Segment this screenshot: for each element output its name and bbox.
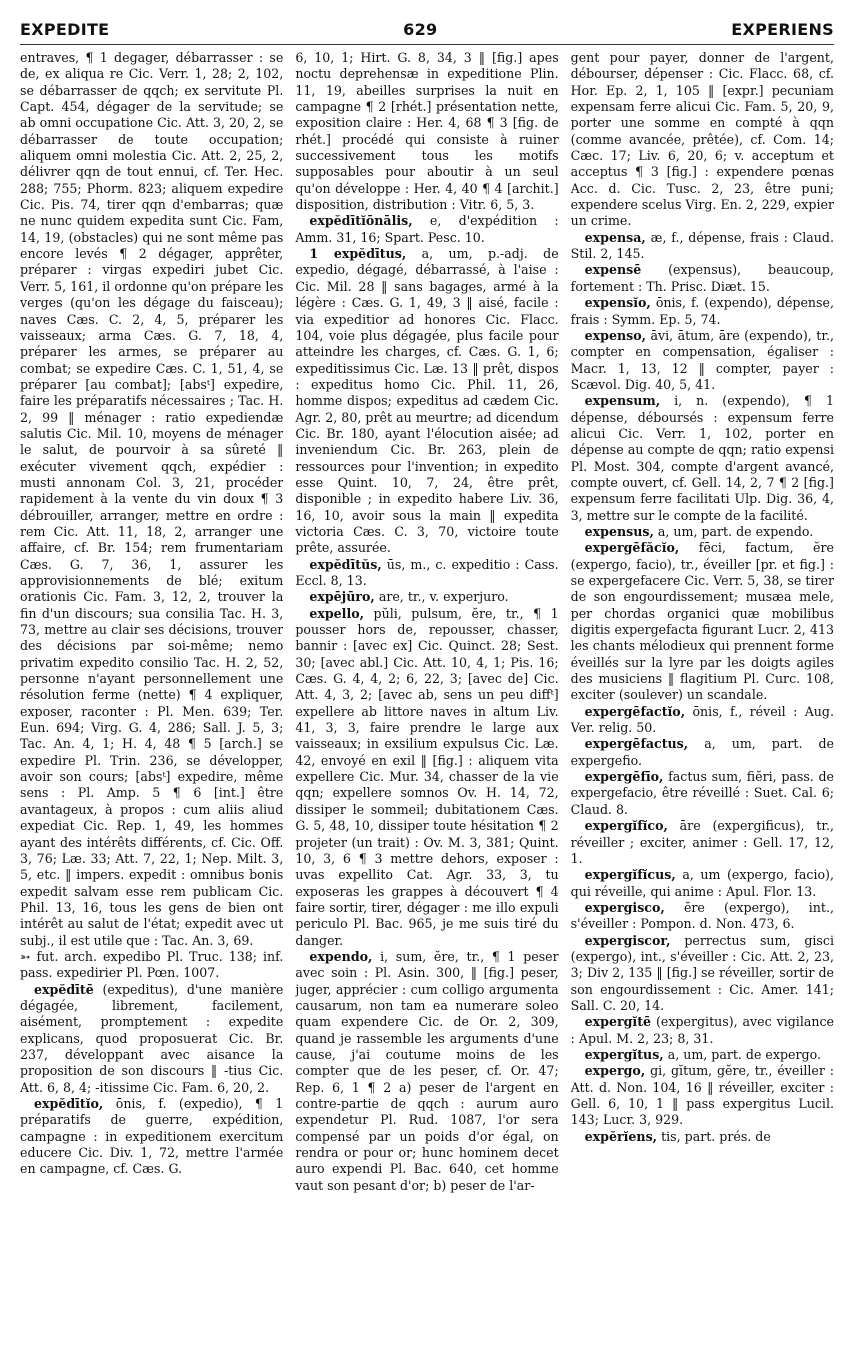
entry-text: tis, part. prés. de (661, 1128, 771, 1144)
dictionary-entry (295, 589, 558, 605)
entry-continuation (295, 50, 558, 213)
entry-headword: expergēfactĭo, (584, 703, 686, 719)
entry-text: e, d'expédition : Amm. 31, 16; Spart. Pesc. 10. (295, 213, 559, 245)
entry-text: a, um, p.-adj. de expedio, dégagé, débarrassé, à l'aise : Cic. Mil. 28 ‖ sans bagages, armé à la légère : Cæs. G. 1, 49, 3 ‖ aisé, facile : via expeditior ad honores Cic. Flacc. 104, voie plus dégagée, plus facile pour atteindre les charges, cf. Cæs. G. 1, 6; expeditissimus Cic. Læ. 13 ‖ prêt, dispos : expeditus homo Cic. Phil. 11, 26, homme dispos; expeditus ad cædem Cic. Agr. 2, 80, prêt au meurtre; ad dicendum Cic. Br. 180, ayant l'élocution aisée; ad inveniendum Cic. Br. 263, plein de ressources pour l'invention; in expedito esse Quint. 10, 7, 24, être prêt, disponible ; in expedito habere Liv. 36, 16, 10, avoir sous la main ‖ expedita victoria Cæs. C. 3, 70, victoire toute prête, assurée. (295, 246, 559, 556)
entry-headword: expendo, (309, 948, 373, 964)
running-head-right: EXPERIENS (731, 19, 834, 39)
dictionary-entry (295, 557, 558, 590)
dictionary-entry (571, 1063, 834, 1128)
entry-headword: expergĭtus, (584, 1046, 664, 1062)
entry-text: fēci, factum, ĕre (expergo, facio), tr., éveiller [pr. et fig.] : se expergefacere Cic. Verr. 5, 38, se tirer de son engourdissement; musæa mele, per chordas organici quæ mobilibus digitis expergefacta figurant Lucr. 2, 413 les chants mélodieux qui prennent forme éveillés sur la lyre par les doigts agiles des musiciens ‖ flagitium Pl. Curc. 108, exciter (soulever) un scandale. (570, 540, 834, 703)
entry-text: a, um, part. de expergo. (667, 1046, 821, 1062)
entry-text: ➳ fut. arch. expedibo Pl. Truc. 138; inf. pass. expedirier Pl. Pœn. 1007. (20, 948, 284, 981)
entry-text: āvi, ātum, āre (expendo), tr., compter en compensation, égaliser : Macr. 1, 13, 12 ‖ compter, payer : Scævol. Dig. 40, 5, 41. (570, 327, 834, 392)
entry-headword: expējūro, (309, 589, 375, 605)
entry-headword: expĕdītē (34, 981, 94, 997)
entry-headword: expergĭfĭcus, (584, 867, 676, 883)
entry-headword: expergiscor, (584, 932, 671, 948)
entry-headword: 1 expĕdītus, (309, 246, 407, 262)
dictionary-entry (295, 949, 558, 1194)
entry-text: i, n. (expendo), ¶ 1 dépense, déboursés : expensum ferre alicui Cic. Verr. 1, 102, porter en dépense au compte de qqn; ratio expensi Pl. Most. 304, compte d'argent avancé, compte ouvert, cf. Gell. 14, 2, 7 ¶ 2 [fig.] expensum ferre facilitati Ulp. Dig. 36, 4, 3, mettre sur le compte de la facilité. (570, 393, 834, 523)
dictionary-entry (571, 933, 834, 1015)
page-number: 629 (403, 19, 438, 39)
entry-text: ōnis, f. (expendo), dépense, frais : Symm. Ep. 5, 74. (570, 295, 834, 327)
entry-headword: expergĭtē (584, 1014, 652, 1030)
dictionary-entry (571, 818, 834, 867)
entry-headword: expensum, (584, 393, 661, 409)
running-head-left: EXPEDITE (20, 19, 110, 39)
dictionary-entry (571, 1014, 834, 1047)
entry-text: are, tr., v. experjuro. (378, 589, 509, 605)
entry-text: 6, 10, 1; Hirt. G. 8, 34, 3 ‖ [fig.] apes noctu deprehensæ in expeditione Plin. 11, 19, abeilles surprises la nuit en campagne ¶ 2 [rhét.] présentation nette, exposition claire : Her. 4, 68 ¶ 3 [fig. de rhét.] procédé qui consiste à ruiner successivement tous les motifs supposables pour aboutir à un seul qu'on développe : Her. 4, 40 ¶ 4 [archit.] disposition, distribution : Vitr. 6, 5, 3. (295, 50, 559, 213)
entry-headword: expergo, (584, 1063, 646, 1079)
entry-text: ōnis, f. (expedio), ¶ 1 préparatifs de guerre, expédition, campagne : in expeditionem exercitum educere Cic. Div. 1, 72, mettre l'armée en campagne, cf. Cæs. G. (20, 1096, 284, 1177)
entry-text: gent pour payer, donner de l'argent, débourser, dépenser : Cic. Flacc. 68, cf. Hor. Ep. 2, 1, 105 ‖ [expr.] pecuniam expensam ferre alicui Cic. Fam. 5, 20, 9, porter une somme en compté à qqn (comme avancée, prêtée), cf. Com. 14; Cæc. 17; Liv. 6, 20, 6; v. acceptum et acceptus ¶ 3 [fig.] : expendere pœnas Acc. d. Cic. Tusc. 2, 23, être puni; expendere scelus Virg. En. 2, 229, expier un crime. (570, 50, 834, 229)
entry-text: ūs, m., c. expeditio : Cass. Eccl. 8, 13. (295, 556, 559, 588)
dictionary-entry (295, 606, 558, 949)
dictionary-entry (571, 540, 834, 703)
entry-headword: expergēfīo, (584, 769, 664, 785)
dictionary-entry (571, 295, 834, 328)
dictionary-entry (571, 230, 834, 263)
dictionary-entry (295, 213, 558, 246)
column-2 (295, 50, 558, 1354)
column-1 (20, 50, 283, 1354)
entry-headword: expergisco, (584, 899, 665, 915)
entry-headword: expĕrĭens, (584, 1128, 658, 1144)
entry-text: a, um, part. de expergefio. (570, 736, 834, 768)
dictionary-entry (571, 867, 834, 900)
entry-text: pŭli, pulsum, ĕre, tr., ¶ 1 pousser hors de, repousser, chasser, bannir : [avec ex] Cic. Quinct. 28; Sest. 30; [avec abl.] Cic. Att. 10, 4, 1; Pis. 16; Cæs. G. 4, 4, 2; 6, 22, 3; [avec de] Cic. Att. 4, 3, 2; [avec ab, sens un peu diffᵗ] expellere ab littore naves in altum Liv. 41, 3, 3, faire prendre le large aux vaisseaux; in exsilium expulsus Cic. Læ. 42, envoyé en exil ‖ [fig.] : aliquem vita expellere Cic. Mur. 34, chasser de la vie qqn; expellere somnos Ov. H. 14, 72, dissiper le sommeil; dubitationem Cæs. G. 5, 48, 10, dissiper toute hésitation ¶ 2 projeter (un trait) : Ov. M. 3, 381; Quint. 10, 3, 6 ¶ 3 mettre dehors, exposer : uvas expellito Cat. Agr. 33, 3, tu exposeras les grappes à découvert ¶ 4 faire sortir, tirer, dégager : me illo expuli periculo Pl. Bac. 965, je me suis tiré du danger. (295, 605, 559, 948)
entry-headword: expenso, (584, 327, 647, 343)
column-3 (571, 50, 834, 1354)
entry-text: (expergitus), avec vigilance : Apul. M. 2, 23; 8, 31. (570, 1014, 834, 1046)
entry-continuation (20, 949, 283, 982)
entry-headword: expergēfăcĭo, (584, 540, 680, 556)
entry-headword: expĕdītŭs, (309, 556, 382, 572)
entry-headword: expergĭfĭco, (584, 818, 668, 834)
entry-text: (expeditus), d'une manière dégagée, librement, facilement, aisément, promptement : expedite explicans, quod proposuerat Cic. Br. 237, développant avec aisance la proposition de son discours ‖ -tius Cic. Att. 6, 8, 4; -itissime Cic. Fam. 6, 20, 2. (20, 981, 284, 1095)
dictionary-entry (571, 769, 834, 818)
entry-continuation (571, 50, 834, 230)
dictionary-entry (20, 982, 283, 1096)
dictionary-entry (571, 393, 834, 524)
entry-text: āre (expergificus), tr., réveiller ; exciter, animer : Gell. 17, 12, 1. (570, 818, 834, 866)
entry-headword: expĕdītĭo, (34, 1096, 104, 1111)
dictionary-entry (571, 900, 834, 933)
entry-headword: expensus, (584, 523, 654, 539)
dictionary-entry (571, 1129, 834, 1145)
entry-text: i, sum, ĕre, tr., ¶ 1 peser avec soin : Pl. Asin. 300, ‖ [fig.] peser, juger, apprécier : cum colligo argumenta causarum, non tam ea numerare soleo quam expendere Cic. de Or. 2, 309, quand je rassemble les arguments d'une cause, j'ai coutume moins de les compter que de les peser, cf. Or. 47; Rep. 6, 1 ¶ 2 a) peser de l'argent en contre-partie de qqch : aurum auro expendetur Pl. Rud. 1087, l'or sera compensé par un poids d'or égal, on rendra or pour or; hunc hominem decet auro expendi Pl. Bac. 640, cet homme vaut son pesant d'or; b) peser de l'ar- (295, 948, 559, 1193)
dictionary-entry (295, 246, 558, 557)
entry-text: perrectus sum, gisci (expergo), int., s'éveiller : Cic. Att. 2, 23, 3; Div 2, 135 ‖ [fig.] se réveiller, sortir de son engourdissement : Cic. Amer. 141; Sall. C. 20, 14. (570, 932, 834, 1013)
dictionary-entry (20, 1096, 283, 1178)
entry-text: æ, f., dépense, frais : Claud. Stil. 2, 145. (570, 229, 834, 262)
entry-text: a, um, part. de expendo. (657, 523, 814, 539)
entry-headword: expensa, (584, 229, 646, 245)
dictionary-entry (571, 262, 834, 295)
page-header (20, 14, 834, 45)
entry-headword: expensē (584, 262, 642, 278)
entry-text: factus sum, fiĕri, pass. de expergefacio, être réveillé : Suet. Cal. 6; Claud. 8. (570, 769, 834, 817)
entry-headword: expĕdītĭōnālis, (309, 213, 413, 229)
entry-text: (expensus), beaucoup, fortement : Th. Prisc. Diæt. 15. (570, 262, 834, 294)
entry-text: ōnis, f., réveil : Aug. Ver. relig. 50. (570, 703, 834, 736)
dictionary-entry (571, 704, 834, 737)
dictionary-entry (571, 524, 834, 540)
entry-headword: expello, (309, 605, 365, 621)
entry-text: entraves, ¶ 1 degager, débarrasser : se de, ex aliqua re Cic. Verr. 1, 28; 2, 102, se débarrasser de qqch; ex servitute Pl. Capt. 454, dégager de la servitude; se ab omni occupatione Cic. Att. 3, 20, 2, se débarrasser de toute occupation; aliquem omni molestia Cic. Att. 2, 25, 2, délivrer qqn de tout ennui, cf. Ter. Hec. 288; 755; Phorm. 823; aliquem expedire Cic. Pis. 74, tirer qqn d'embarras; quæ ne nunc quidem expedita sunt Cic. Fam, 14, 19, (obstacles) qui ne sont même pas encore levés ¶ 2 dégager, apprêter, préparer : virgas expediri jubet Cic. Verr. 5, 161, il ordonne qu'on prépare les verges (qu'on les dégage du faisceau); naves Cæs. C. 2, 4, 5, préparer les vaisseaux; arma Cæs. G. 7, 18, 4, préparer les armes, se préparer au combat; se expedire Cæs. C. 1, 51, 4, se préparer [au combat]; [absᵗ] expedire, faire les préparatifs nécessaires ; Tac. H. 2, 99 ‖ ménager : ratio expediendæ salutis Cic. Mil. 10, moyens de ménager le salut, de pourvoir à sa sûreté ‖ exécuter vivement qqch, expédier : musti annonam Col. 3, 21, procéder rapidement à la vente du vin doux ¶ 3 débrouiller, arranger, mettre en ordre : rem Cic. Att. 11, 18, 2, arranger une affaire, cf. Br. 154; rem frumentariam Cæs. G. 7, 36, 1, assurer les approvisionnements de blé; exitum orationis Cic. Fam. 3, 12, 2, trouver la fin d'un discours; sua consilia Tac. H. 3, 73, mettre au clair ses décisions, trouver des décisions par soi-même; nemo privatim expedito consilio Tac. H. 2, 52, personne n'ayant personnellement une résolution ferme (nette) ¶ 4 expliquer, exposer, raconter : Pl. Men. 639; Ter. Eun. 694; Virg. G. 4, 286; Sall. J. 5, 3; Tac. An. 4, 1; H. 4, 48 ¶ 5 [arch.] se expedire Pl. Trin. 236, se développer, avoir son cours; [absᵗ] expedire, même sens : Pl. Amp. 5 ¶ 6 [int.] être avantageux, à propos : cum aliis aliud expediat Cic. Rep. 1, 49, les hommes ayant des intérêts différents, cf. Cic. Off. 3, 76; Læ. 33; Att. 7, 22, 1; Nep. Milt. 3, 5, etc. ‖ impers. expedit : omnibus bonis expedit salvam esse rem publicam Cic. Phil. 13, 16, tous les gens de bien ont intérêt au salut de l'état; expedit avec ut subj., il est utile que : Tac. An. 3, 69. (20, 50, 284, 948)
entry-headword: expensĭo, (584, 295, 651, 311)
entry-continuation (20, 50, 283, 949)
text-columns (20, 50, 834, 1354)
dictionary-entry (571, 328, 834, 393)
entry-text: gi, gĭtum, gĕre, tr., éveiller : Att. d. Non. 104, 16 ‖ réveiller, exciter : Gell. 6, 10, 1 ‖ pass expergitus Lucil. 143; Lucr. 3, 929. (570, 1063, 834, 1128)
entry-text: a, um (expergo, facio), qui réveille, qui anime : Apul. Flor. 13. (570, 867, 834, 899)
dictionary-entry (571, 1047, 834, 1063)
entry-headword: expergēfactus, (584, 736, 689, 752)
entry-text: ĕre (expergo), int., s'éveiller : Pompon. d. Non. 473, 6. (570, 899, 834, 932)
dictionary-entry (571, 736, 834, 769)
